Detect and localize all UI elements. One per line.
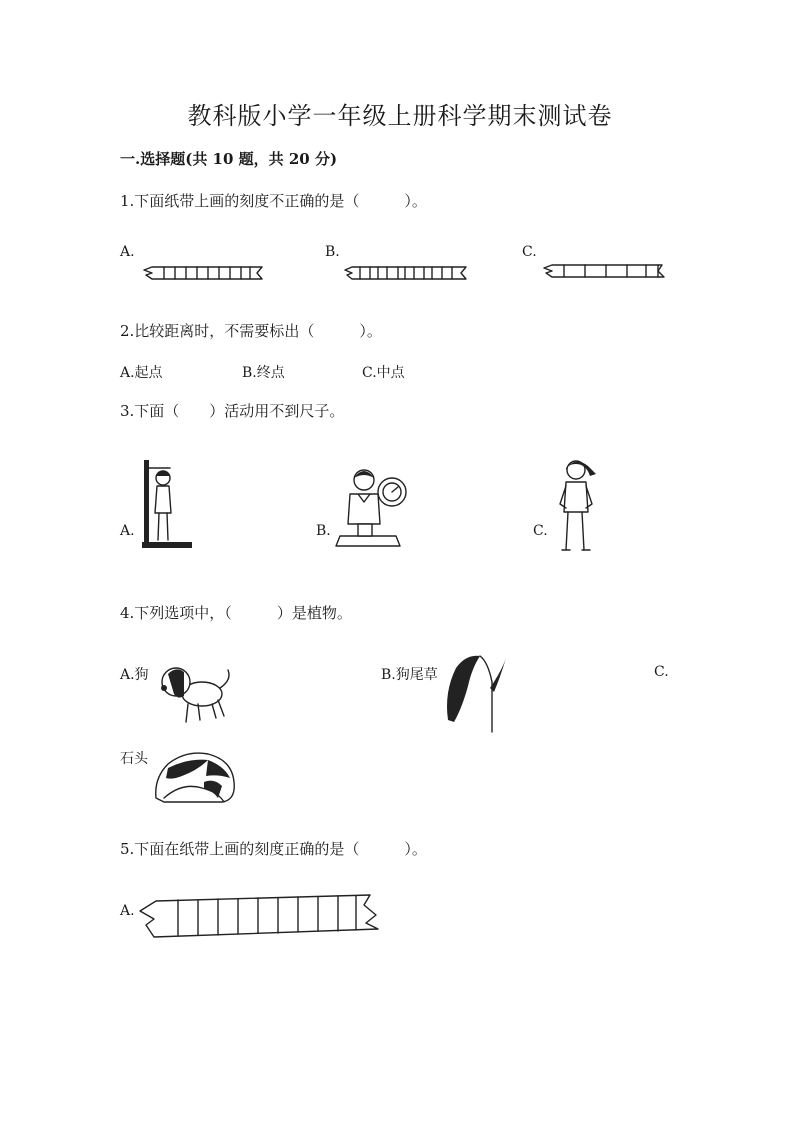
paper-strip-ruler-icon <box>342 263 472 285</box>
question-2-option-b[interactable]: B.终点 <box>242 365 285 381</box>
paper-strip-ruler-icon <box>142 263 267 285</box>
page-title: 教科版小学一年级上册科学期末测试卷 <box>187 102 613 130</box>
question-1-option-c[interactable]: C. <box>522 244 537 260</box>
question-5-option-a[interactable]: A. <box>120 903 135 919</box>
question-2-option-a[interactable]: A.起点 <box>120 365 163 381</box>
question-2-stem: 2.比较距离时，不需要标出（ ）。 <box>120 322 382 340</box>
rock-icon <box>152 748 238 806</box>
question-4-option-c-label: 石头 <box>120 751 148 767</box>
weighing-scale-icon <box>336 466 416 552</box>
paper-strip-ruler-icon <box>138 893 384 941</box>
question-4-option-b[interactable]: B.狗尾草 <box>381 667 438 683</box>
question-1-option-a[interactable]: A. <box>120 244 135 260</box>
paper-strip-ruler-icon <box>542 261 670 283</box>
question-1-option-b[interactable]: B. <box>325 244 340 260</box>
question-3-stem: 3.下面（ ）活动用不到尺子。 <box>120 402 345 420</box>
question-4-option-a[interactable]: A.狗 <box>120 667 149 683</box>
question-4-option-c[interactable]: C. <box>654 664 669 680</box>
question-4-stem: 4.下列选项中，（ ）是植物。 <box>120 604 352 622</box>
girl-icon <box>552 456 608 554</box>
dog-icon <box>154 660 234 726</box>
height-measure-icon <box>140 458 200 550</box>
foxtail-grass-icon <box>442 652 512 734</box>
section-heading: 一.选择题(共 10 题，共 20 分) <box>120 150 338 168</box>
question-3-option-a[interactable]: A. <box>120 523 135 539</box>
question-5-stem: 5.下面在纸带上画的刻度正确的是（ ）。 <box>120 840 427 858</box>
question-1-stem: 1.下面纸带上画的刻度不正确的是（ ）。 <box>120 192 427 210</box>
question-3-option-c[interactable]: C. <box>533 523 548 539</box>
question-3-option-b[interactable]: B. <box>316 523 331 539</box>
question-2-option-c[interactable]: C.中点 <box>362 365 405 381</box>
